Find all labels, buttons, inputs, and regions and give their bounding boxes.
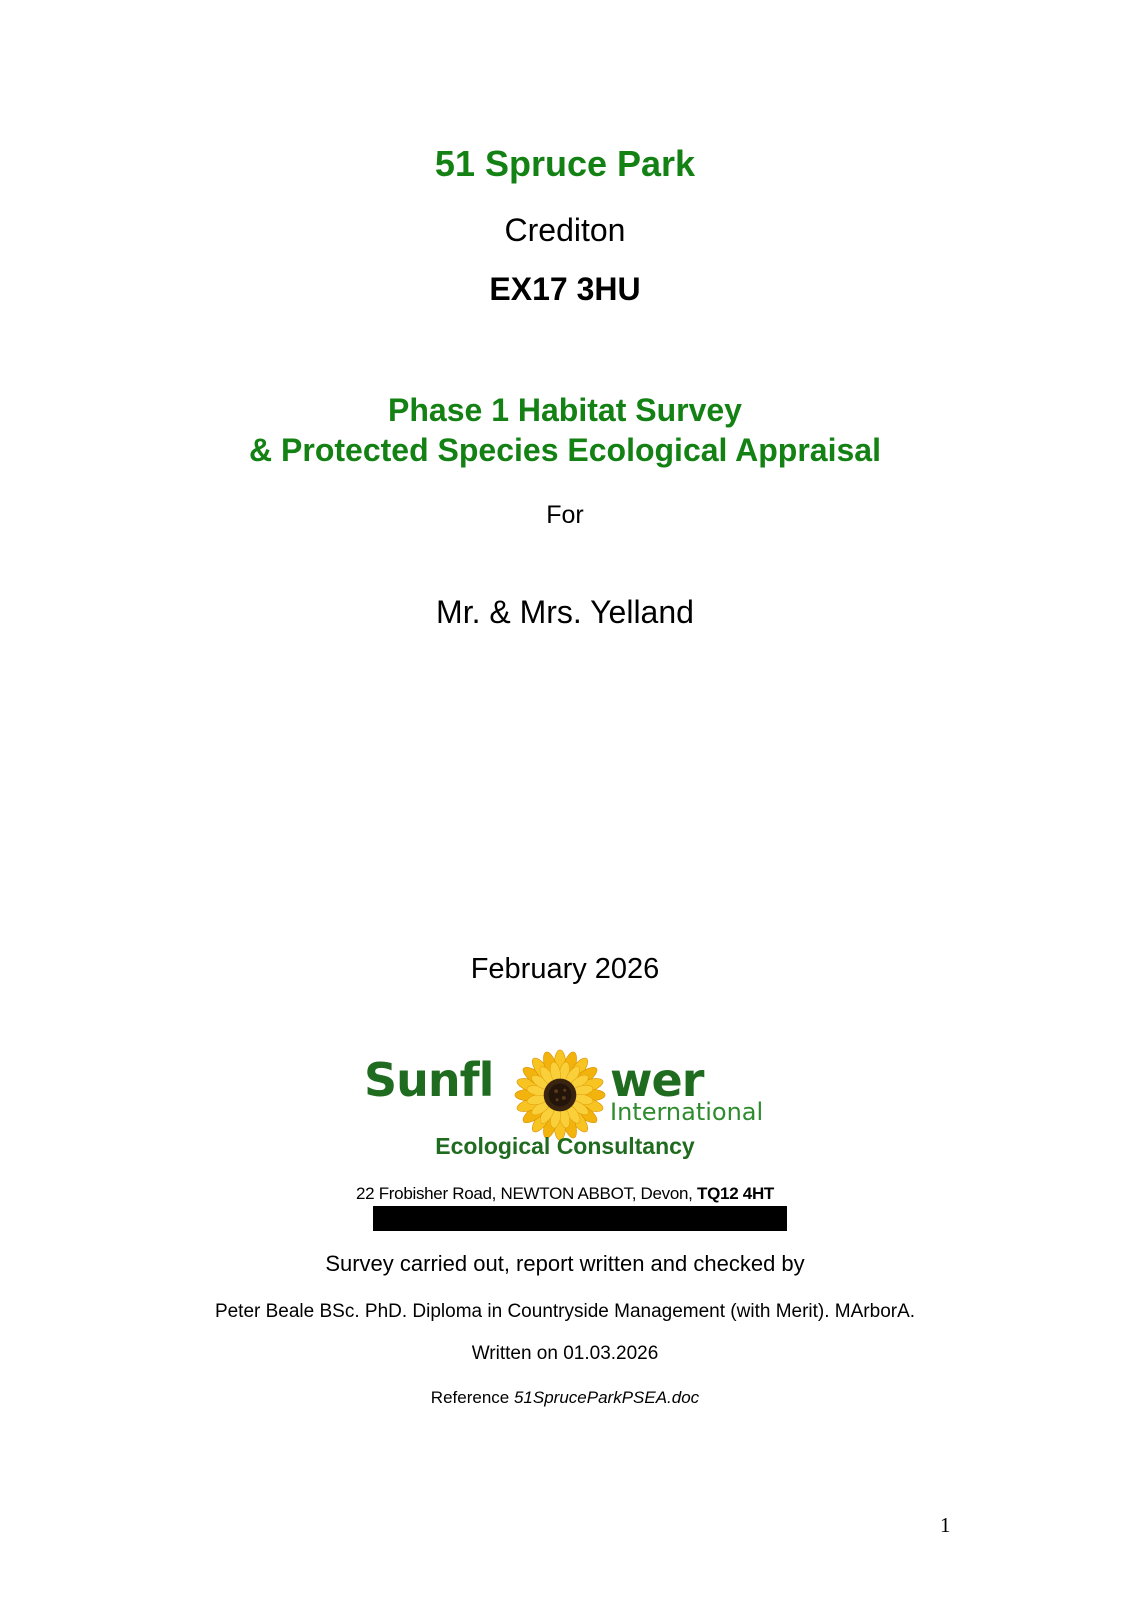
report-date: February 2026 [470, 953, 660, 985]
client-name: Mr. & Mrs. Yelland [436, 594, 694, 630]
reference-filename: 51SpruceParkPSEA.doc [513, 1388, 700, 1407]
property-name: 51 Spruce Park [434, 143, 696, 184]
logo-word-right: wer [610, 1053, 704, 1107]
for-label: For [546, 501, 584, 529]
company-tagline: Ecological Consultancy [435, 1133, 695, 1159]
written-on-date: Written on 01.03.2026 [471, 1343, 659, 1364]
sunflower-icon [512, 1047, 608, 1143]
town: Crediton [504, 212, 626, 248]
address-postcode: TQ12 4HT [697, 1184, 775, 1203]
redaction-bar [373, 1206, 787, 1231]
reference-label: Reference [430, 1388, 510, 1407]
survey-title-line-2: & Protected Species Ecological Appraisal [249, 432, 881, 468]
checked-by-statement: Survey carried out, report written and checked by [325, 1251, 805, 1276]
address-street: 22 Frobisher Road, NEWTON ABBOT, Devon, [355, 1184, 693, 1203]
reference-line [0, 1389, 1130, 1406]
survey-title-line-1: Phase 1 Habitat Survey [388, 392, 742, 428]
logo-subtitle: International [610, 1098, 764, 1126]
logo-word-left: Sunfl [364, 1053, 494, 1107]
company-address [0, 1185, 1130, 1202]
company-logo [360, 1053, 780, 1143]
author-credentials: Peter Beale BSc. PhD. Diploma in Countryside Management (with Merit). MArborA. [214, 1301, 916, 1322]
page-number: 1 [940, 1513, 951, 1537]
postcode: EX17 3HU [489, 271, 641, 307]
